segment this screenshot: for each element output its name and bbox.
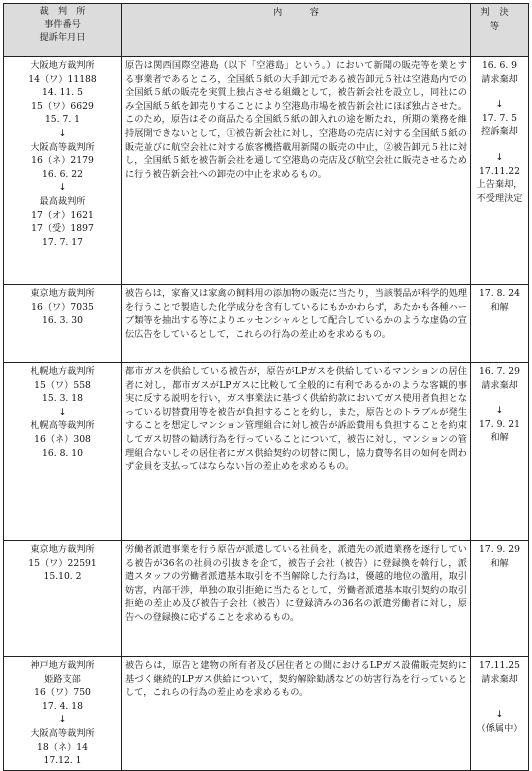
table-row [4,285,529,363]
case-number: 16（ワ）7035 [31,301,94,313]
verdict-status: （係属中） [476,722,523,734]
verdict-result: 請求棄却 [481,379,518,391]
court-name: 大阪高等裁判所 [30,728,95,740]
filing-date: 14. 11. 5 [42,87,83,99]
case-number: 17（受）1897 [31,223,94,235]
down-arrow-icon: ↓ [495,99,504,111]
court-name: 東京地方裁判所 [30,544,95,555]
header-court-case-date [4,4,122,57]
case-number: 14（ワ）11188 [28,73,97,85]
header-content: 内 容 [122,4,471,57]
header-verdict: 判決等 [471,4,529,57]
down-arrow-icon: ↓ [58,182,67,194]
verdict-result: 請求棄却 [481,73,518,85]
table-header-row [4,4,529,57]
verdict-cell [471,363,529,541]
table-row [4,363,529,541]
verdict-result: 上告棄却， [476,179,523,191]
case-number: 17（オ）1621 [31,209,94,221]
court-name: 大阪高等裁判所 [30,141,95,153]
verdict-result: 和解 [490,432,509,444]
filing-date: 16. 8. 10 [42,447,83,459]
verdict-result: 請求棄却 [481,673,518,685]
court-name: 大阪地方裁判所 [30,60,95,71]
court-name: 神戸地方裁判所 [30,660,95,671]
down-arrow-icon: ↓ [58,406,67,418]
case-number: 16（ネ）2179 [31,155,94,167]
court-cell [4,57,122,285]
court-cell [4,541,122,657]
court-name: 東京地方裁判所 [30,288,95,299]
verdict-cell [471,285,529,363]
court-cell [4,363,122,541]
verdict-date: 16. 7. 29 [479,366,520,377]
case-content: 被告らは，家畜又は家禽の飼料用の添加物の販売に当たり，当該製品が科学的処理を行うことで製造した化学成分を含有しているにもかかわらず，あたかも各種ハーブ類等を抽出する等によりエッセンシャルとして配合しているかのような虚偽の宣伝広告をしているとして，これらの行為の差止めを求めるもの。 [122,285,471,363]
filing-date: 15.10. 2 [43,571,82,583]
court-name: 札幌高等裁判所 [30,420,95,432]
verdict-result: 控訴棄却 [481,126,518,138]
case-number: 15（ワ）6629 [31,100,94,112]
case-number: 18（ネ）14 [37,741,88,753]
verdict-cell [471,541,529,657]
filing-date: 17.12. 1 [43,755,82,767]
verdict-date: 17. 8. 24 [479,288,520,299]
verdict-cell [471,657,529,771]
cases-table [3,3,529,771]
verdict-date: 17. 7. 5 [481,112,518,124]
filing-date: 15. 7. 1 [44,114,81,126]
verdict-date: 17. 9. 29 [479,544,520,555]
down-arrow-icon: ↓ [495,709,504,721]
down-arrow-icon: ↓ [495,405,504,417]
court-name: 札幌地方裁判所 [30,366,95,377]
case-number: 15（ワ）558 [34,379,91,391]
header-filing-date: 提訴年月日 [39,31,86,43]
court-cell [4,657,122,771]
table-row [4,657,529,771]
case-content: 労働者派遣事業を行う原告が派遣している社員を，派遣先の派遣業務を逐行している被告が36名の社員の引抜きを企て，被告子会社（被告）に登録換を斡行し，派遣スタッフの労働者派遣基本取引を不当解除した行為は，優越的地位の濫用，取引妨害，内部干渉，単独の取引拒絶に当たるとして，労働者派遣基本取引契約の取引拒絶の差止め及び被告子会社（被告）に登録済みの36名の派遣労働者に対し，原告への登録換に応ずることを求めるもの。 [122,541,471,657]
down-arrow-icon: ↓ [58,714,67,726]
verdict-date: 16. 6. 9 [481,60,518,71]
down-arrow-icon: ↓ [495,152,504,164]
verdict-date: 17.11.25 [479,660,520,671]
case-content: 原告は関西国際空港島（以下「空港島」という。）において新聞の販売等を業とする事業者であるところ，全国紙５紙の大手卸元である被告卸元５社は空港島内での全国紙５紙の販売を実質上独占させる組織として，被告新会社を設立し，同社にのみ全国紙５紙を卸売りすることにより空港島市場を被告新会社にほぼ独占させた。このため，原告はその商品たる全国紙５紙の卸入れの途を断たれ，所期の業務を維持展開できないとして，①被告新会社に対し，空港島の売店に対する全国紙５紙の販売並びに航空会社に対する旅客機搭載用新聞の販売の中止，②被告卸元５社に対し，全国紙５紙を被告新会社を通して空港島の売店及び航空会社に販売させるために行う被告新会社への卸売の中止を求めるもの。 [122,57,471,285]
filing-date: 16. 3. 30 [42,315,83,327]
case-number: 16（ネ）308 [34,434,91,446]
court-name: 最高裁判所 [39,196,86,208]
table-row [4,57,529,285]
case-number: 16（ワ）750 [34,687,91,699]
filing-date: 15. 3. 18 [42,393,83,405]
filing-date: 17. 4. 18 [42,700,83,712]
verdict-date: 17. 9. 21 [479,418,520,430]
verdict-result: 不受理決定 [476,192,523,204]
verdict-result: 和解 [490,557,509,569]
verdict-result: 和解 [490,301,509,313]
filing-date: 17. 7. 17 [42,236,83,248]
filing-date: 16. 6. 22 [42,168,83,180]
case-number: 15（ワ）22591 [28,557,97,569]
case-content: 都市ガスを供給している被告が，原告がLPガスを供給しているマンションの居住者に対し，都市ガスがLPガスに比較して全般的に有利であるかのような客観的事実に反する説明を行い，ガス事業法に基づく供給約款においてガス使用者負担となっている切替費用等を被告が負担することを約し，また，原告とのトラブルが発生することを想定しマンション管理組合に対し被告が訴訟費用も負担することを約束してガス切替の勧誘行為を行っていることについて，被告に対し，マンションの管理組合ないしその居住者にガス供給契約の切替に関し，協力費等名目の如何を問わず金員を支払ってはならない旨の差止めを求めるもの。 [122,363,471,541]
down-arrow-icon: ↓ [58,128,67,140]
verdict-cell [471,57,529,285]
header-case-number: 事件番号 [44,18,81,30]
table-row [4,541,529,657]
court-branch: 姫路支部 [44,673,81,685]
verdict-date: 17.11.22 [479,165,520,177]
court-cell [4,285,122,363]
case-content: 被告らは，原告と建物の所有者及び居住者との間におけるLPガス設備販売契約に基づく継続的LPガス供給について，契約解除勧誘などの妨害行為を行っているとして，これらの行為の差止めを求めるもの。 [122,657,471,771]
header-court: 裁 判 所 [39,6,86,17]
